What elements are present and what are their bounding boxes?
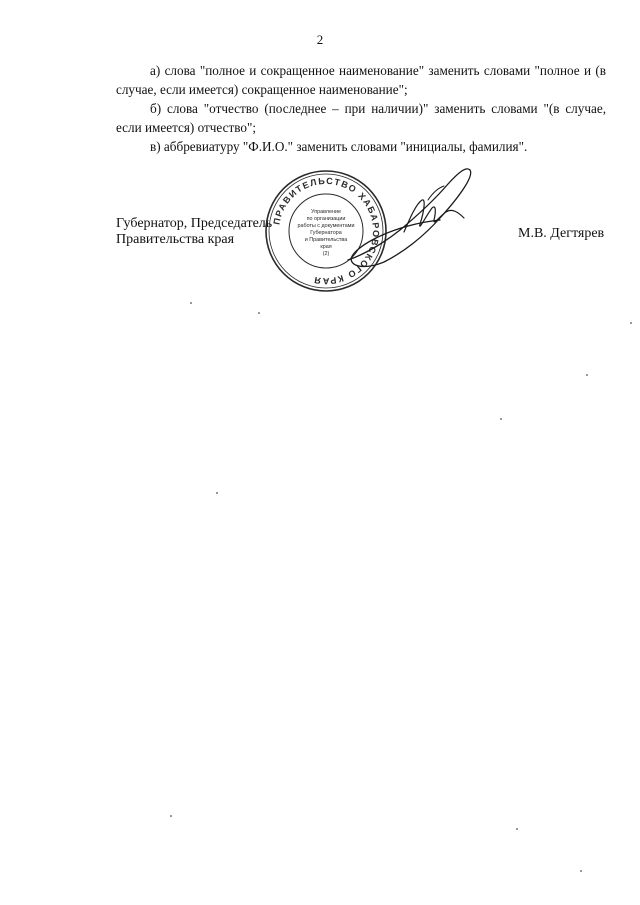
signatory-position-line2: Правительства края [116, 232, 235, 247]
page-number: 2 [316, 32, 324, 47]
scan-speck [170, 815, 172, 817]
signatory-position [116, 216, 272, 248]
stamp-inner-line: работы с документами [297, 223, 355, 229]
scan-speck [516, 828, 518, 830]
scan-speck [500, 418, 502, 420]
stamp-ring-text: ПРАВИТЕЛЬСТВО ХАБАРОВСКОГО КРАЯ [271, 175, 382, 287]
stamp-inner-line: (2) [322, 251, 330, 257]
scan-speck [630, 322, 632, 324]
scan-speck [580, 870, 582, 872]
amendments-text [116, 61, 606, 156]
amendment-item-c: в) аббревиатуру "Ф.И.О." заменить словами "инициалы, фамилия". [150, 139, 528, 154]
signatory-position-line1: Губернатор, Председатель [116, 216, 273, 231]
scan-speck [258, 312, 260, 314]
scan-speck [586, 374, 588, 376]
stamp-inner-line: и Правительства [304, 237, 348, 243]
stamp-inner-line: Управление [311, 209, 341, 215]
signatory-name: М.В. Дегтярев [518, 226, 605, 241]
handwritten-signature [340, 160, 480, 272]
stamp-inner-line: Губернатора [310, 230, 342, 236]
stamp-inner-line: края [320, 244, 332, 250]
amendment-item-b: б) слова "отчество (последнее – при наличии)" заменить словами "(в случае, если имеется) отчество"; [116, 101, 606, 135]
scan-speck [190, 302, 192, 304]
scan-speck [216, 492, 218, 494]
stamp-inner-line: по организации [306, 216, 346, 222]
amendment-item-a: а) слова "полное и сокращенное наименование" заменить словами "полное и (в случае, если имеется) сокращенное наименование"; [116, 63, 606, 97]
